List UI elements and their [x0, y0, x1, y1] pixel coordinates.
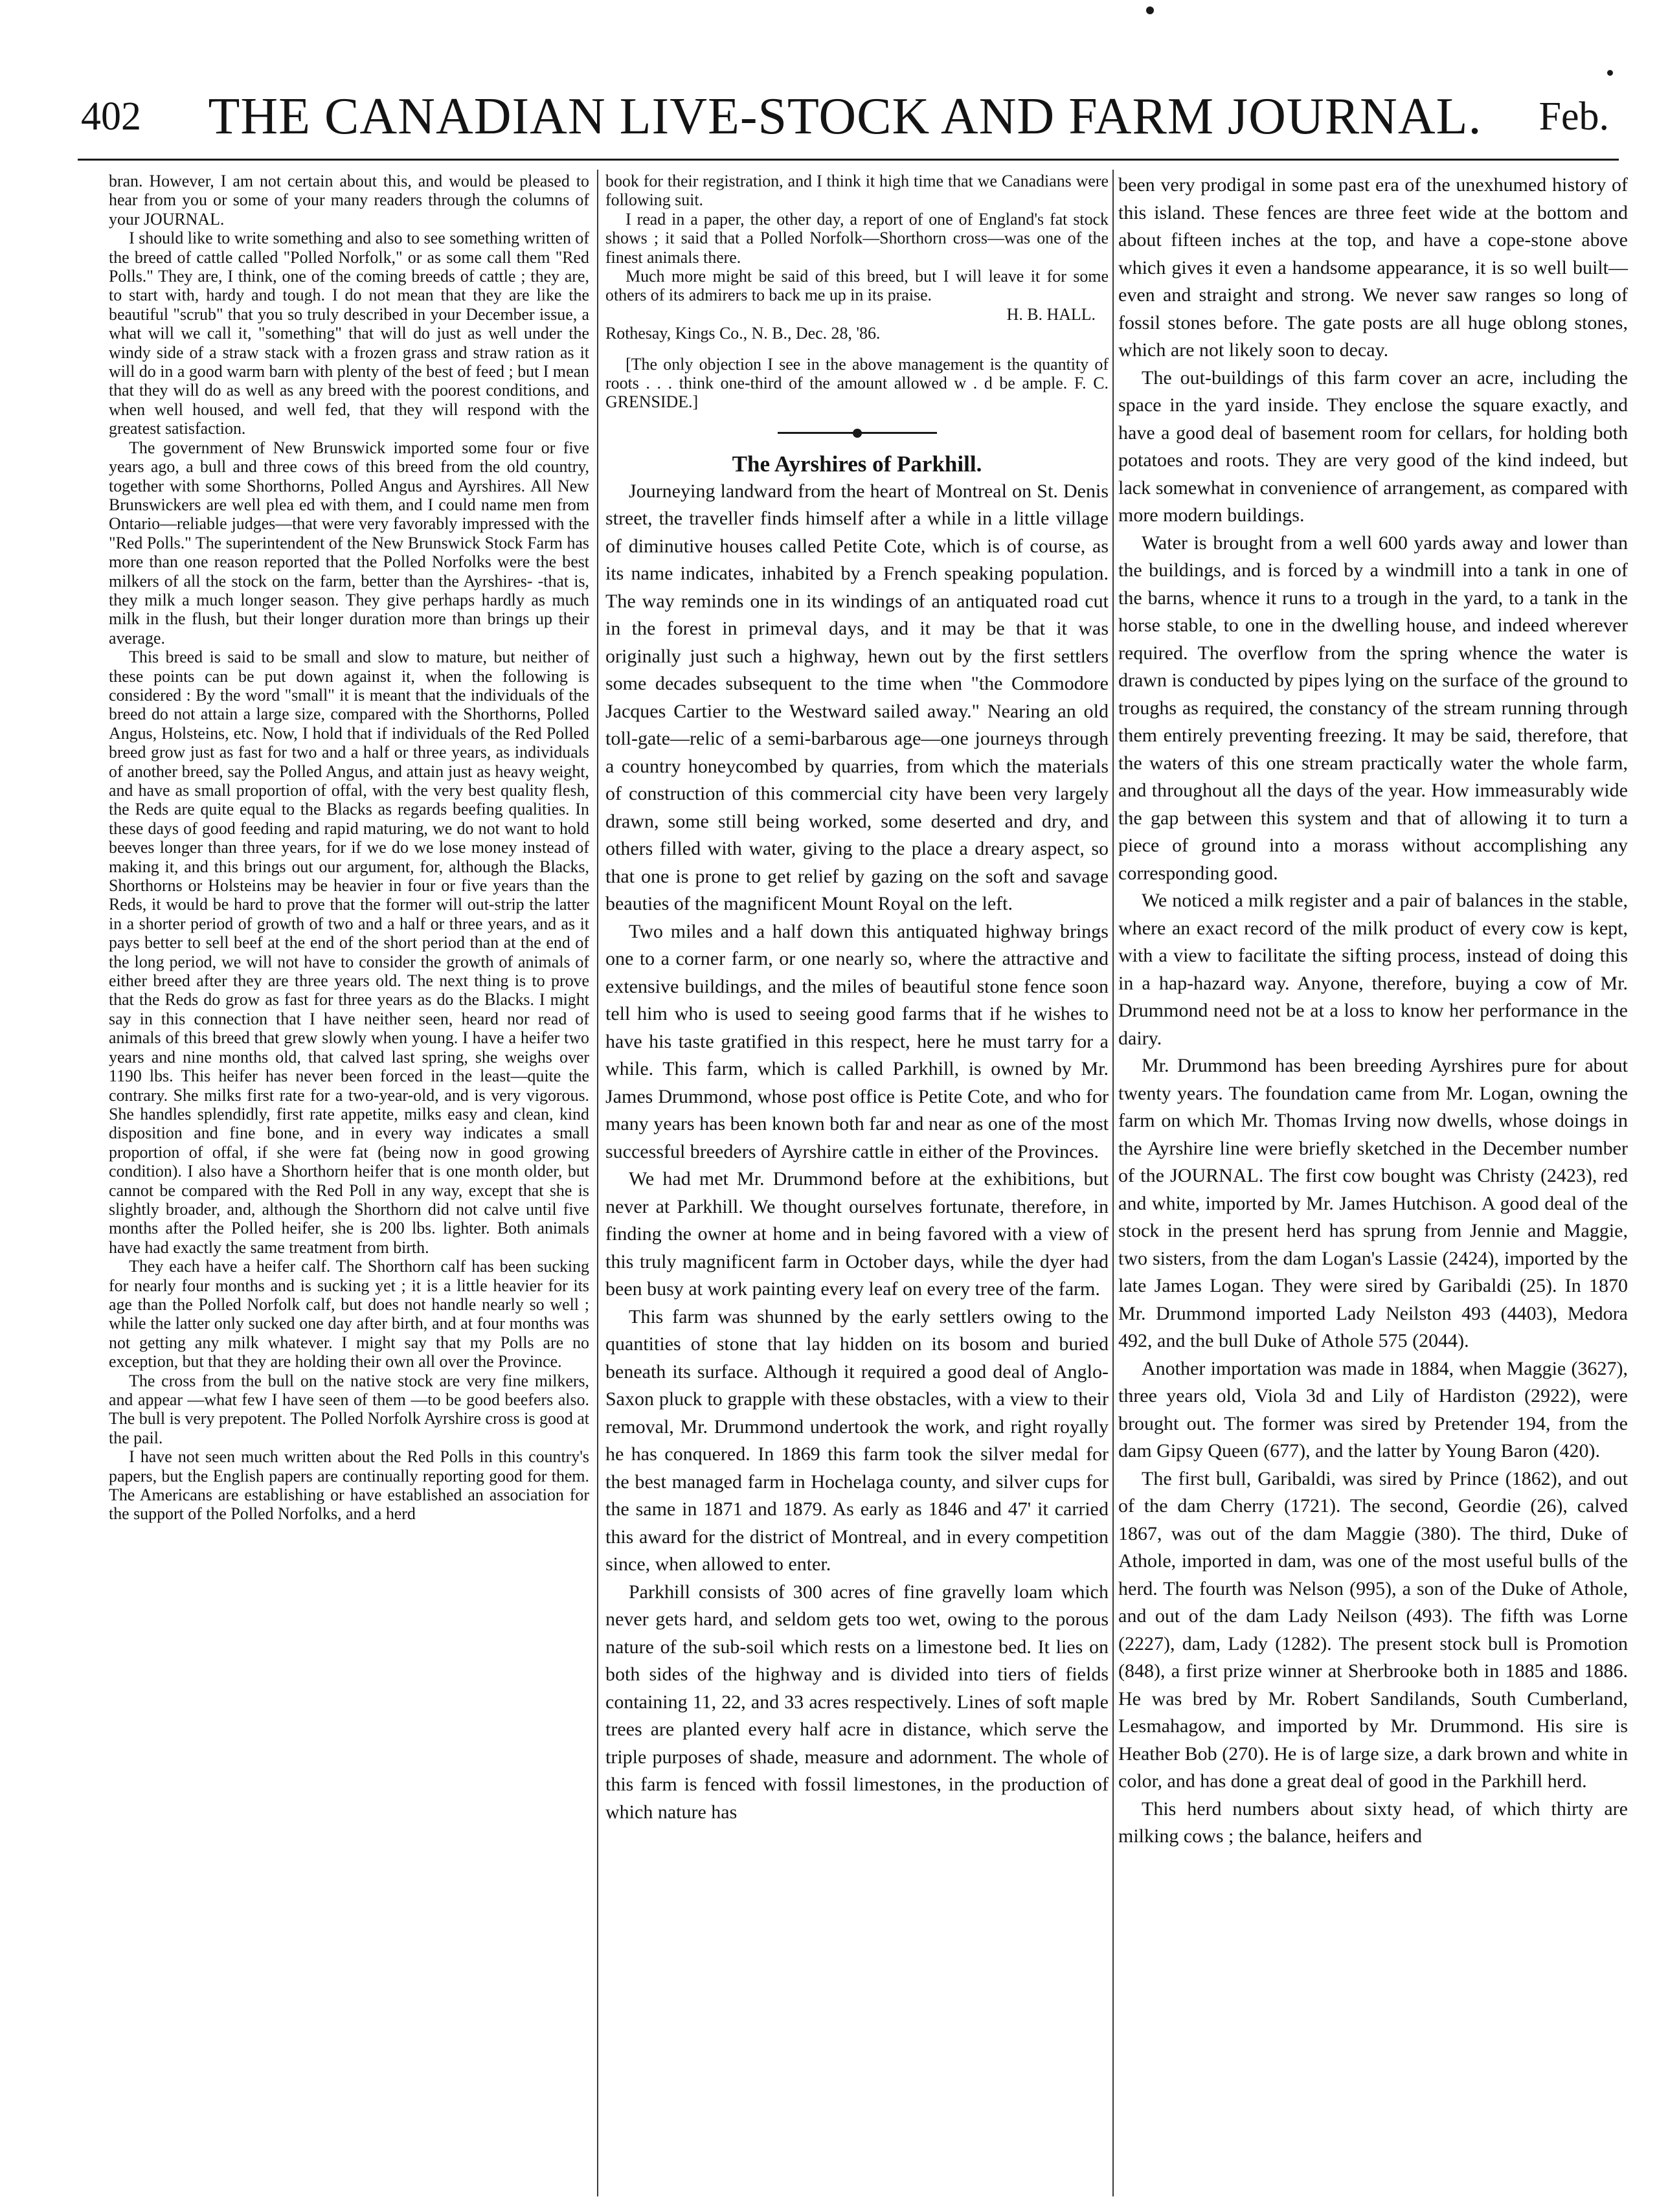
column-divider	[597, 170, 598, 2196]
page-number: 402	[81, 95, 141, 139]
column-divider	[1112, 170, 1114, 2196]
paragraph: I have not seen much written about the Red Polls in this country's papers, but the English papers are continually reporting good for them. The Americans are establishing or have established an association for the support of the Polled Norfolks, and a herd	[109, 1447, 589, 1524]
paragraph: The cross from the bull on the native stock are very fine milkers, and appear —what few I have seen of them —to be good beefers also. The bull is very prepotent. The Polled Norfolk Ayrshire cross is good at the pail.	[109, 1371, 589, 1447]
paragraph: I should like to write something and also to see something written of the breed of cattle called "Polled Norfolk," or as some call them "Red Polls." They are, I think, one of the coming breeds of cattle ; they are, to start with, hardy and tough. I do not mean that they are like the beautiful "scrub" that you so truly described in your December issue, a what will we call it, "something" that will do just as well under the windy side of a straw stack with a frozen grass and straw ration as it will do in a good warm barn with plenty of the best of feed ; but I mean that they will do as well as any breed with the poorest conditions, and when well housed, and well fed, that they will respond with the greatest satisfaction.	[109, 229, 589, 438]
paragraph: been very prodigal in some past era of the unexhumed history of this island. These fences are three feet wide at the bottom and about fifteen inches at the top, and have a cope-stone above which gives it even a handsome appearance, it is so well built—even and straight and strong. We never saw ranges so long of fossil stones before. The gate posts are all huge oblong stones, which are not likely soon to decay.	[1118, 174, 1628, 361]
column-2	[605, 172, 1109, 1826]
paragraph: We had met Mr. Drummond before at the exhibitions, but never at Parkhill. We thought ourselves fortunate, therefore, in finding the owner at home and in being favored with a view of this truly magnificent farm in October days, while the dyer had been busy at work painting every leaf on every tree of the farm.	[605, 1168, 1109, 1300]
paragraph: Two miles and a half down this antiquated highway brings one to a corner farm, or one nearly so, where the attractive and extensive buildings, and the miles of beautiful stone fence soon tell him who is used to seeing good farms that if he wishes to have his taste gratified in this respect, here he must tarry for a while. This farm, which is called Parkhill, is owned by Mr. James Drummond, whose post office is Petite Cote, and who for many years has been known both far and near as one of the most successful breeders of Ayrshire cattle in either of the Provinces.	[605, 920, 1109, 1162]
ink-speck	[1607, 70, 1613, 76]
author-signature: H. B. HALL.	[1006, 304, 1096, 324]
paragraph: The first bull, Garibaldi, was sired by Prince (1862), and out of the dam Cherry (1721). The second, Geordie (26), calved 1867, was out of the dam Maggie (380). The third, Duke of Athole, imported in dam, was one of the most useful bulls of the herd. The fourth was Nelson (995), a son of the Duke of Athole, and out of the dam Lady Neilson (493). The fifth was Lorne (2227), dam, Lady (1282). The present stock bull is Promotion (848), a first prize winner at Sherbrooke both in 1885 and 1886. He was bred by Mr. Robert Sandilands, South Cumberland, Lesmahagow, and imported by Mr. Drummond. His sire is Heather Bob (270). He is of large size, a dark brown and white in color, and has done a great deal of good in the Parkhill herd.	[1118, 1467, 1628, 1792]
paragraph: They each have a heifer calf. The Shorthorn calf has been sucking for nearly four months and is sucking yet ; it is a little heavier for its age than the Polled Norfolk calf, but does not handle nearly so well ; while the latter only sucked one day after birth, and at four months was not getting any milk whatever. I might say that my Polls are no exception, but that they are holding their own all over the Province.	[109, 1257, 589, 1371]
paragraph: book for their registration, and I think it high time that we Canadians were following suit.	[605, 172, 1109, 210]
paragraph: The government of New Brunswick imported some four or five years ago, a bull and three cows of this breed from the old country, together with some Shorthorns, Polled Angus and Ayrshires. All New Brunswickers are well plea ed with them, and I could name men from Ontario—reliable judges—that were very favorably impressed with the "Red Polls." The superintendent of the New Brunswick Stock Farm has more than one reason reported that the Polled Norfolks were the best milkers of all the stock on the farm, better than the Ayrshires- -that is, they milk a much longer season. They give perhaps hardly as much milk in the flush, but their longer duration more than brings up their average.	[109, 438, 589, 648]
paragraph: Mr. Drummond has been breeding Ayrshires pure for about twenty years. The foundation came from Mr. Logan, owning the farm on which Mr. Thomas Irving now dwells, whose doings in the Ayrshire line were briefly sketched in the December number of the JOURNAL. The first cow bought was Christy (2423), red and white, imported by Mr. James Hutchison. A good deal of the stock in the present herd has sprung from Jennie and Maggie, two sisters, from the dam Logan's Lassie (2424), imported by the late James Logan. They were sired by Garibaldi (25). In 1870 Mr. Drummond imported Lady Neilston 493 (4403), Medora 492, and the bull Duke of Athole 575 (2044).	[1118, 1055, 1628, 1351]
header-rule	[78, 159, 1619, 161]
section-divider	[605, 422, 1109, 442]
paragraph: We noticed a milk register and a pair of balances in the stable, where an exact record of the milk product of every cow is kept, with a view to facilitate the sifting process, instead of doing this in a hap-hazard way. Anyone, therefore, buying a cow of Mr. Drummond need not be at a loss to know her performance in the dairy.	[1118, 890, 1628, 1049]
paragraph: This farm was shunned by the early settlers owing to the quantities of stone that lay hidden on its bosom and buried beneath its surface. Although it required a good deal of Anglo-Saxon pluck to grapple with these obstacles, with a view to their removal, Mr. Drummond undertook the work, and right royally he has conquered. In 1869 this farm took the silver medal for the best managed farm in Hochelaga county, and silver cups for the same in 1871 and 1879. As early as 1846 and 47' it carried this award for the district of Montreal, and in every competition since, when allowed to enter.	[605, 1305, 1109, 1575]
ink-speck	[1146, 6, 1154, 14]
paragraph: Another importation was made in 1884, when Maggie (3627), three years old, Viola 3d and Lily of Hardiston (2922), were brought out. The former was sired by Pretender 194, from the dam Gipsy Queen (677), and the latter by Young Baron (420).	[1118, 1357, 1628, 1462]
author-location: Rothesay, Kings Co., N. B., Dec. 28, '86.	[605, 324, 881, 343]
editorial-note: [The only objection I see in the above management is the quantity of roots . . . think one-third of the amount allowed w . d be ample. F. C. GRENSIDE.]	[605, 354, 1109, 412]
paragraph: Parkhill consists of 300 acres of fine gravelly loam which never gets hard, and seldom gets too wet, owing to the porous nature of the sub-soil which rests on a limestone bed. It lies on both sides of the highway and is divided into tiers of fields containing 11, 22, and 33 acres respectively. Lines of soft maple trees are planted every half acre in distance, which serve the triple purposes of shade, measure and adornment. The whole of this farm is fenced with fossil limestones, in the production of which nature has	[605, 1581, 1109, 1823]
letter-conclusion	[605, 172, 1109, 412]
paragraph: This breed is said to be small and slow to mature, but neither of these points can be put down against it, when the following is considered : By the word "small" it is meant that the individuals of the breed do not attain a large size, compared with the Shorthorns, Polled Angus, Holsteins, etc. Now, I hold that if individuals of the Red Polled breed grow just as fast for two and a half or three years, as individuals of another breed, say the Polled Angus, and attain just as heavy weight, and have as small proportion of offal, with the very best quality flesh, the Reds are quite equal to the Blacks as regards beefing qualities. In these days of good feeding and rapid maturing, we do not want to hold beeves longer than three years, for if we do we lose money instead of making it, and this brings out our argument, for, although the Blacks, Shorthorns or Holsteins may be heavier in four or five years than the Reds, it would be hard to prove that the former will out-strip the latter in a shorter period of growth of two and a half or three years, and as it pays better to sell beef at the end of the short period than at the end of the long period, we will not have to consider the growth of animals of either breed after they are three years old. The next thing is to prove that the Reds do grow as fast for three years as do the Blacks. I might say in this connection that I have neither seen, heard nor read of animals of this breed that grew slowly when young. I have a heifer two years and nine months old, that calved last spring, she weighs over 1190 lbs. This heifer has never been forced in the least—quite the contrary. She milks first rate for a two-year-old, and is very vigorous. She handles splendidly, first rate appetite, milks easy and clean, kind disposition and fine bone, and in every way indicates a small proportion of offal, if she were fat (being now in good growing condition). I also have a Shorthorn heifer that is one month older, but cannot be compared with the Red Poll in any way, except that she is slightly broader, and, although the Shorthorn did not calve until five months after the Polled heifer, she is 200 lbs. lighter. Both animals have had exactly the same treatment from birth.	[109, 648, 589, 1257]
paragraph: This herd numbers about sixty head, of which thirty are milking cows ; the balance, heifers and	[1118, 1798, 1628, 1847]
paragraph: Water is brought from a well 600 yards away and lower than the buildings, and is forced by a windmill into a tank in one of the barns, whence it runs to a trough in the yard, to a tank in the horse stable, to one in the dwelling house, and indeed wherever required. The overflow from the spring whence the water is drawn is conducted by pipes lying on the surface of the ground to troughs as required, the constancy of the stream running through them entirely preventing freezing. It may be said, therefore, that the waters of this one stream practically water the whole farm, and throughout all the days of the year. How immeasurably wide the gap between this system and that of allowing it to turn a piece of ground into a morass without accomplishing any corresponding good.	[1118, 532, 1628, 884]
column-3	[1118, 172, 1628, 1851]
issue-month: Feb.	[1539, 95, 1609, 139]
page-header	[81, 87, 1609, 159]
journal-title: THE CANADIAN LIVE-STOCK AND FARM JOURNAL.	[208, 88, 1482, 145]
paragraph: The out-buildings of this farm cover an acre, including the space in the yard inside. They enclose the square exactly, and have a good deal of basement room for cellars, for holding both potatoes and roots. They are very good of the kind indeed, but lack somewhat in convenience of arrangement, as compared with more modern buildings.	[1118, 367, 1628, 526]
paragraph: Journeying landward from the heart of Montreal on St. Denis street, the traveller finds himself after a while in a little village of diminutive houses called Petite Cote, which is of course, as its name indicates, inhabited by a French speaking population. The way reminds one in its windings of an antiquated road cut in the forest in primeval days, and it may be that it was originally just such a highway, hewn out by the first settlers some decades subsequent to the time when "the Commodore Jacques Cartier to the Westward sailed away." Nearing an old toll-gate—relic of a semi-barbarous age—one journeys through a country honeycombed by quarries, from which the materials of construction of this commercial city have been very largely drawn, some still being worked, some deserted and dry, and others filled with water, giving to the place a dreary aspect, so that one is prone to get relief by gazing on the soft and savage beauties of the magnificent Mount Royal on the left.	[605, 480, 1109, 915]
paragraph: I read in a paper, the other day, a report of one of England's fat stock shows ; it said that a Polled Norfolk—Shorthorn cross—was one of the finest animals there.	[605, 209, 1109, 267]
column-1	[109, 172, 589, 1524]
paragraph: Much more might be said of this breed, but I will leave it for some others of its admirers to back me up in its praise.	[605, 267, 1109, 305]
paragraph: bran. However, I am not certain about this, and would be pleased to hear from you or some of your many readers through the columns of your JOURNAL.	[109, 172, 589, 229]
article-title: The Ayrshires of Parkhill.	[732, 451, 982, 477]
